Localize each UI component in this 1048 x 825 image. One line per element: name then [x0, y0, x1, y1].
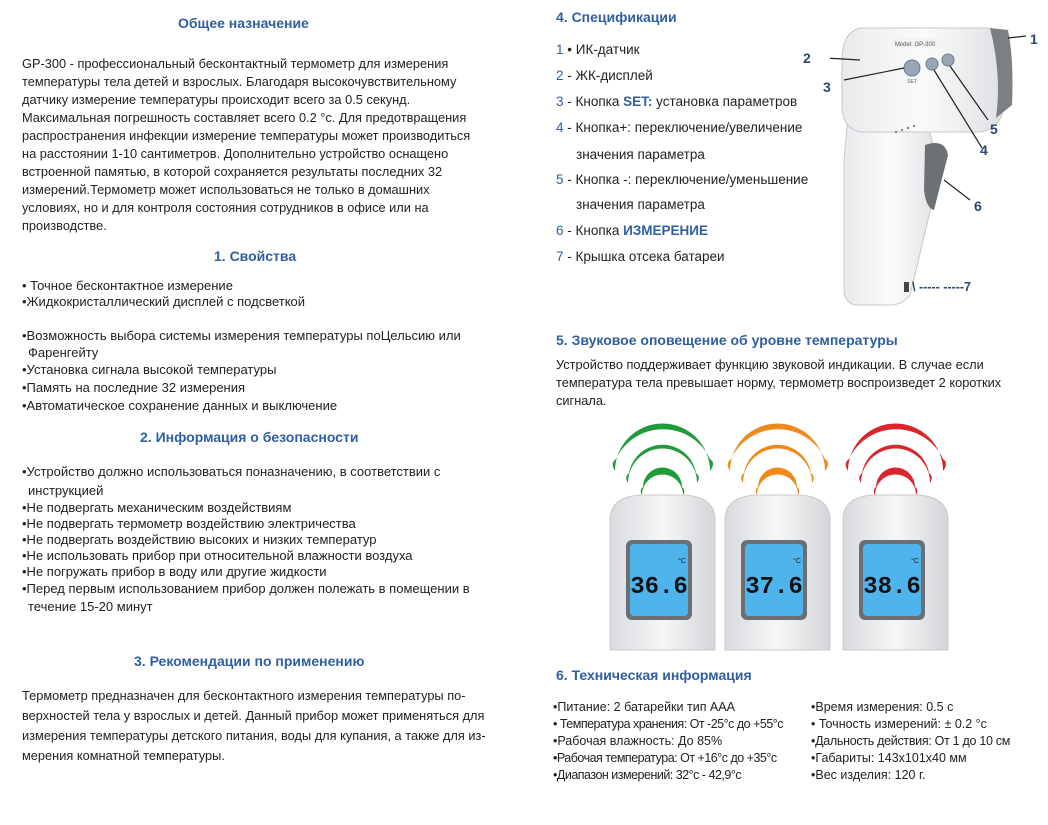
spec-text: - Кнопка [563, 223, 624, 238]
reading-unit: °C [793, 558, 801, 565]
tech-right-item: •Вес изделия: 120 г. [811, 768, 926, 782]
safety-title: 2. Информация о безопасности [140, 429, 359, 445]
general-text [22, 55, 522, 235]
recommend-line: измерения температуры детского питания, воды для купания, а также для из- [22, 728, 486, 743]
spec-text: значения параметра [576, 147, 705, 162]
thermometer-orange [725, 424, 830, 651]
spec-text: - Кнопка+: переключение/увеличение [563, 120, 803, 135]
tech-right-item: •Габариты: 143x101x40 мм [811, 751, 967, 765]
thermometer-readings [590, 415, 970, 660]
sound-line: сигнала. [556, 393, 607, 408]
spec-text-rest: установка параметров [652, 94, 798, 109]
safety-item: •Не подвергать термометр воздействию электричества [22, 516, 356, 531]
sound-line: Устройство поддерживает функцию звуковой индикации. В случае если [556, 357, 984, 372]
property-item: • Точное бесконтактное измерение [22, 278, 233, 293]
spec-row [556, 249, 725, 264]
general-line: температуры тела детей и взрослых. Благодаря высокочувствительному [22, 74, 457, 89]
thermometer-red [843, 424, 948, 651]
spec-number: 5 [556, 172, 564, 187]
spec-row [556, 42, 640, 57]
tech-left-item: •Рабочая температура: От +16°c до +35°c [553, 751, 777, 765]
callout-4: 4 [980, 142, 988, 158]
general-line: GP-300 - профессиональный бесконтактный термометр для измерения [22, 56, 449, 71]
property-item: •Возможность выбора системы измерения температуры поЦельсию или [22, 328, 461, 343]
spec-number: 3 [556, 94, 564, 109]
property-item: •Автоматическое сохранение данных и выключение [22, 398, 338, 413]
tech-left-item: •Рабочая влажность: До 85% [553, 734, 723, 748]
recommend-text [22, 686, 522, 766]
recommend-line: верхностей тела у взрослых и детей. Данный прибор может применяться для [22, 708, 485, 723]
spec-row [576, 147, 705, 162]
safety-item: •Не погружать прибор в воду или другие жидкости [22, 564, 327, 579]
recommend-line: мерения комнатной температуры. [22, 748, 225, 763]
spec-highlight: ИЗМЕРЕНИЕ [623, 223, 709, 238]
property-item: •Память на последние 32 измерения [22, 380, 246, 395]
model-label: Model: GP-300 [894, 42, 936, 48]
callout-7: \ ----- -----7 [912, 280, 971, 294]
recommend-line: Термометр предназначен для бесконтактного измерения температуры по- [22, 688, 466, 703]
sound-text [556, 356, 1036, 410]
spec-number: 7 [556, 249, 564, 264]
general-title: Общее назначение [178, 15, 309, 31]
safety-item: •Не подвергать механическим воздействиям [22, 500, 292, 515]
tech-left-item: •Питание: 2 батарейки тип ААА [553, 700, 735, 714]
spec-row [556, 120, 802, 135]
reading-value: 37.6 [745, 574, 803, 601]
spec-row [556, 94, 797, 109]
spec-number: 1 [556, 42, 564, 57]
recommend-title: 3. Рекомендации по применению [134, 653, 365, 669]
set-label: SET [907, 79, 917, 85]
tech-title: 6. Техническая информация [556, 667, 752, 683]
callout-1: 1 [1030, 31, 1038, 47]
spec-number: 6 [556, 223, 564, 238]
reading-value: 36.6 [630, 574, 688, 601]
sound-line: температура тела превышает норму, термометр воспроизведет 2 коротких [556, 375, 1002, 390]
spec-row [556, 172, 808, 187]
property-item: •Установка сигнала высокой температуры [22, 362, 277, 377]
property-item: •Жидкокристаллический дисплей с подсветкой [22, 294, 306, 309]
reading-unit: °C [911, 558, 919, 565]
spec-text: - Кнопка -: переключение/уменьшение [563, 172, 809, 187]
spec-row [556, 68, 653, 83]
tech-left-item: • Температура хранения: От -25°c до +55°c [553, 717, 784, 731]
callout-6: 6 [974, 198, 982, 214]
safety-item: •Не использовать прибор при относительной влажности воздуха [22, 548, 413, 563]
safety-item: инструкцией [28, 483, 104, 498]
properties-title: 1. Свойства [214, 248, 297, 264]
tech-right-item: •Дальность действия: От 1 до 10 см [811, 734, 1011, 748]
general-line: измерений.Термометр может использоваться не только в домашних [22, 182, 430, 197]
safety-item: •Не подвергать воздействию высоких и низких температур [22, 532, 377, 547]
spec-text: значения параметра [576, 197, 705, 212]
specs-title: 4. Спецификации [556, 9, 677, 25]
general-line: распространения инфекции измерение температуры может производиться [22, 128, 471, 143]
general-line: условиях, но и для контроля состояния сотрудников в офисе или на [22, 200, 429, 215]
reading-value: 38.6 [863, 574, 921, 601]
reading-unit: °C [678, 558, 686, 565]
callout-5: 5 [990, 121, 998, 137]
thermometer-green [610, 424, 715, 651]
general-line: Максимальная погрешность составляет всего 0.2 °с. Для предотвращения [22, 110, 467, 125]
tech-right-item: •Время измерения: 0.5 с [811, 700, 954, 714]
spec-row [556, 223, 708, 238]
spec-number: 2 [556, 68, 564, 83]
tech-left-item: •Диапазон измерений: 32°c - 42,9°c [553, 768, 742, 782]
spec-highlight: SET: [623, 94, 653, 109]
spec-row [576, 197, 705, 212]
property-item: Фаренгейту [28, 345, 99, 360]
spec-number: 4 [556, 120, 564, 135]
callout-3: 3 [823, 79, 831, 95]
spec-text: • ИК-датчик [563, 42, 640, 57]
safety-item: •Устройство должно использоваться поназначению, в соответствии с [22, 464, 441, 479]
spec-text: - Крышка отсека батареи [563, 249, 725, 264]
general-line: на расстоянии 1-10 сантиметров. Дополнительно устройство оснащено [22, 146, 449, 161]
safety-item: течение 15-20 минут [28, 599, 153, 614]
callout-2: 2 [803, 50, 811, 66]
spec-text: - ЖК-дисплей [563, 68, 653, 83]
general-line: датчику измерение температуры происходит всего за 0.5 секунд. [22, 92, 411, 107]
sound-title: 5. Звуковое оповещение об уровне температуры [556, 332, 898, 348]
general-line: производстве. [22, 218, 107, 233]
general-line: встроенной памятью, в которой сохраняется результаты последних 32 [22, 164, 443, 179]
tech-right-item: • Точность измерений: ± 0.2 °c [811, 717, 987, 731]
thermometer-illustration [830, 20, 1030, 310]
spec-text: - Кнопка [563, 94, 624, 109]
safety-item: •Перед первым использованием прибор должен полежать в помещении в [22, 581, 470, 596]
